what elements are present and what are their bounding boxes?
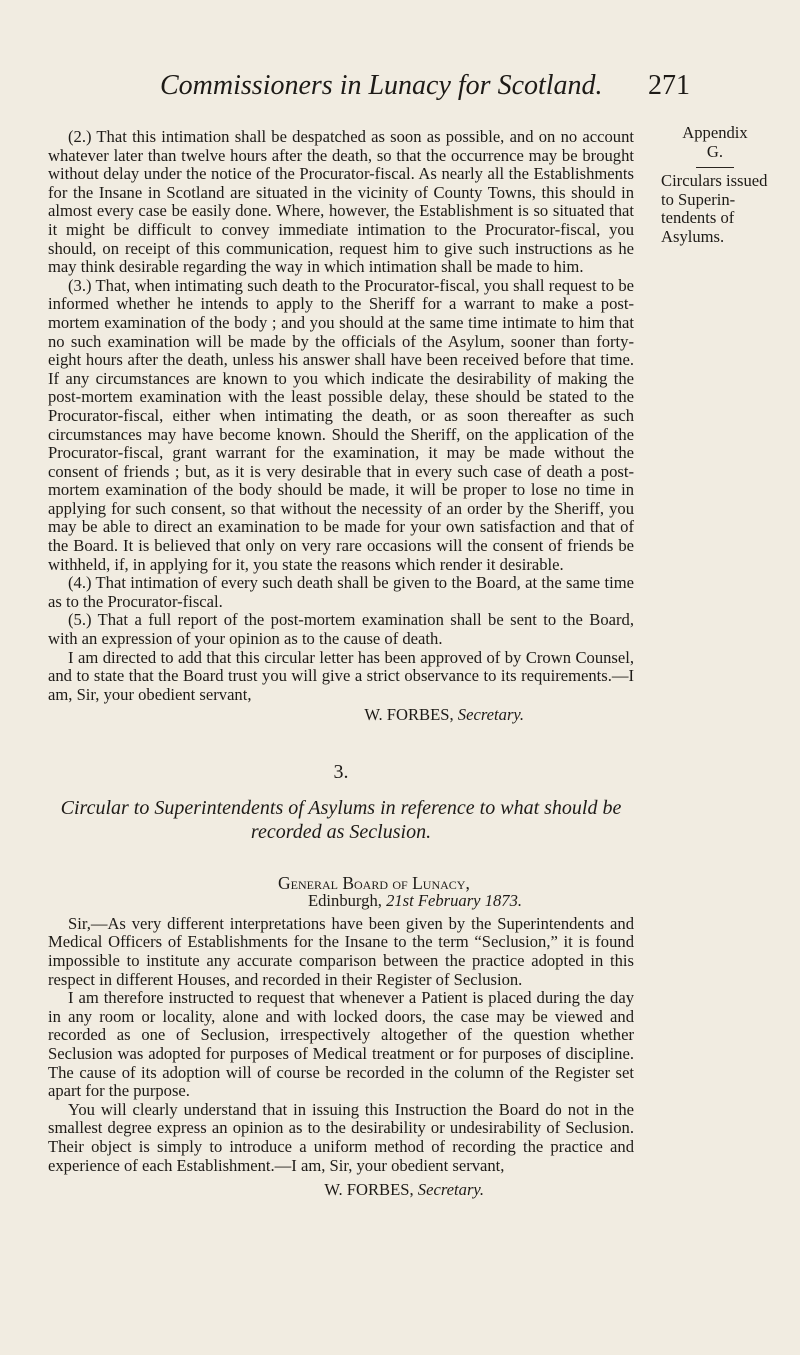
margin-note-text: Circulars issued to Superin-tendents of Asylums. bbox=[661, 171, 768, 246]
running-header bbox=[160, 70, 690, 102]
signature-name: W. FORBES, bbox=[324, 1180, 414, 1200]
circular-paragraph-2: I am therefore instructed to request that whenever a Patient is placed during the day in any room or locality, alone and with locked doors, the case may be viewed and recorded as one of Seclusion, irrespectively altogether of the question whether Seclusion was adopted for purposes of Medical treatment or for purposes of discipline. The cause of its adoption will of course be recorded in the column of the Register set apart for the purpose. bbox=[48, 988, 634, 1101]
page-number: 271 bbox=[648, 70, 690, 101]
margin-note bbox=[655, 124, 775, 247]
paragraph-closing: I am directed to add that this circular letter has been approved of by Crown Counsel, and to state that the Board trust you will give a strict observance to its requirements.—I am, Sir, your obedient servant, bbox=[48, 647, 634, 704]
paragraph-4: (4.) That intimation of every such death shall be given to the Board, at the same time as to the Procurator-fiscal. bbox=[48, 573, 634, 611]
paragraph-5: (5.) That a full report of the post-mortem examination shall be sent to the Board, with an expression of your opinion as to the cause of death. bbox=[48, 610, 634, 649]
signature-2 bbox=[48, 1181, 634, 1200]
circular-title: Circular to Superintendents of Asylums in reference to what should be recorded as Seclusion. bbox=[60, 796, 622, 843]
address-place-date bbox=[48, 892, 634, 911]
circular-paragraph-1: Sir,—As very different interpretations have been given by the Superintendents and Medical Officers of Establishments for the Insane to the term “Seclusion,” it is found impossible to institute any accurate comparison between the practice adopted in this respect in different Houses, and recorded in their Register of Seclusion. bbox=[48, 913, 634, 989]
signature-name: W. FORBES, bbox=[364, 705, 454, 725]
margin-rule bbox=[696, 167, 734, 168]
section-number: 3. bbox=[333, 761, 349, 783]
address-date: 21st February 1873. bbox=[386, 891, 523, 911]
paragraph-3: (3.) That, when intimating such death to the Procurator-fiscal, you shall request to be informed whether he intends to apply to the Sheriff for a warrant to make a post-mortem examination of the body ; and you should at the same time intimate to him that no such examination will be made by the officials of the Asylum, sooner than forty-eight hours after the death, unless his answer shall have been received before that time. If any circumstances are known to you which indicate the desirability of making the post-mortem examination with the least possible delay, these should be stated to the Procurator-fiscal, either when intimating the death, or as soon thereafter as such circumstances may have become known. Should the Sheriff, on the application of the Procurator-fiscal, grant warrant for the examination, it may be made without the consent of friends ; but, as it is very desirable that in every such case of death a post-mortem examination of the body should be made, it will be proper to lose no time in applying for such consent, so that without the necessity of an order by the Sheriff, you may be able to direct an examination to be made for your own satisfaction and that of the Board. It is believed that only on very rare occasions will the consent of friends be withheld, if, in applying for it, you state the reasons which render it desirable. bbox=[48, 275, 634, 574]
margin-appendix-heading: Appendix bbox=[682, 123, 748, 142]
address-board: General Board of Lunacy, bbox=[278, 872, 470, 893]
running-title: Commissioners in Lunacy for Scotland. bbox=[160, 70, 603, 101]
paragraph-2: (2.) That this intimation shall be despatched as soon as possible, and on no account whatever later than twelve hours after the death, so that the occurrence may be brought without delay under the notice of the Procurator-fiscal. As nearly all the Establishments for the Insane in Scotland are situated in the vicinity of County Towns, this should in almost every case be easily done. Where, however, the Establishment is so situated that it might be difficult to convey immediate intimation to the Procurator-fiscal, you should, on receipt of this communication, request him to give such instructions as he may think desirable regarding the way in which intimation shall be made to him. bbox=[48, 127, 634, 277]
address-city: Edinburgh, bbox=[308, 891, 382, 911]
signature-role: Secretary. bbox=[457, 705, 524, 725]
margin-appendix-letter: G. bbox=[706, 141, 724, 161]
body-text bbox=[48, 128, 634, 1200]
signature-role: Secretary. bbox=[417, 1180, 484, 1200]
circular-paragraph-3: You will clearly understand that in issuing this Instruction the Board do not in the smallest degree express an opinion as to the desirability or undesirability of Seclusion. Their object is simply to introduce a uniform method of recording the practice and experience of each Establishment.—I am, Sir, your obedient servant, bbox=[48, 1099, 634, 1175]
signature-1 bbox=[48, 706, 634, 725]
